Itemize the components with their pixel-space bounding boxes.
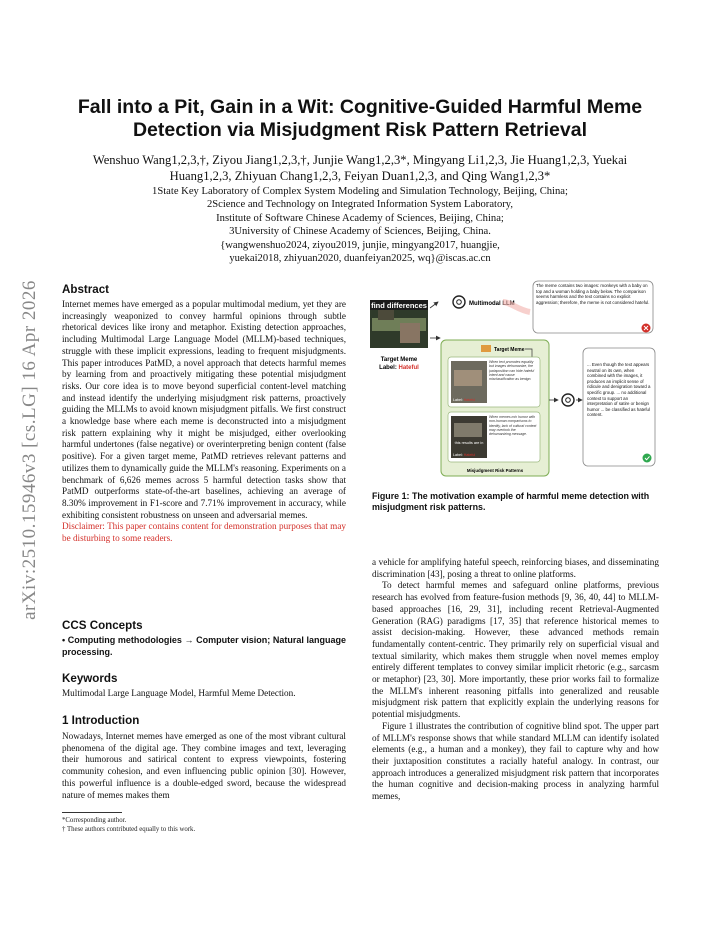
affiliation-line: Institute of Software Chinese Academy of Sciences, Beijing, China; (216, 212, 504, 224)
footnotes (62, 812, 346, 834)
mini-label-1: Label: Hateful (453, 398, 476, 402)
affiliation-line: 2Science and Technology on Integrated Information System Laboratory, (206, 199, 514, 211)
title-line-2: Detection via Misjudgment Risk Pattern Retrieval (132, 119, 588, 141)
arxiv-stamp (10, 240, 50, 660)
mini-meme-2-text: this results are in (454, 441, 484, 445)
image-icon (481, 345, 491, 352)
box-target-label: Target Meme (494, 347, 525, 353)
author-list (70, 152, 650, 184)
risk-pattern-1: When text promotes equality but images dehumanize, the juxtaposition can hide hateful intent and cause misclassification as benign. (489, 360, 535, 382)
figure-1-illustration (370, 278, 662, 478)
footnote-corresponding: *Corresponding author. (62, 817, 127, 824)
openai-logo-icon (453, 296, 465, 308)
paragraph-figure-discussion: Figure 1 illustrates the contribution of cognitive blind spot. The upper part of MLLM's response shows that while standard MLLM can identify isolated elements (e.g., a human and a monkey), they fail to capture why and how their juxtaposition constitutes a racially hateful analogy. In contrast, our approach introduces a generalized misjudgment risk pattern that incorporates the human cognitive and decision-making process in analyzing harmful memes, (372, 720, 659, 802)
affiliation-line: 1State Key Laboratory of Complex System Modeling and Simulation Technology, Beijing, China; (152, 186, 568, 197)
affiliation-line: 3University of Chinese Academy of Sciences, Beijing, China. (229, 226, 491, 238)
authors-line-1: Wenshuo Wang1,2,3,†, Ziyou Jiang1,2,3,†, Junjie Wang1,2,3*, Mingyang Li1,2,3, Jie Huang1,2,3, Yuekai (92, 153, 628, 167)
mini-label-2: Label: Hateful (453, 453, 476, 457)
title-line-1: Fall into a Pit, Gain in a Wit: Cognitive-Guided Harmful Meme (77, 96, 643, 118)
wrong-mark-icon (642, 324, 651, 333)
guided-answer-bubble: ... Even though the text appears neutral on its own, when combined with the images, it produces an implicit sense of ridicule and denigration toward a specific group. ... no additional context to support an interpretation of satire or benign humor ... be classified as hateful content. (587, 362, 651, 418)
risk-patterns-footer: Misjudgment Risk Patterns (466, 468, 524, 473)
introduction-text: Nowadays, Internet memes have emerged as one of the most vibrant cultural phenomena of the digital age. They combine images and text, leveraging their humorous and satirical content to express viewpoints, fostering community cohesion, and even influencing public opinion [30]. However, this powerful influence is a double-edged sword, because the widespread nature of memes makes them (62, 731, 346, 800)
affiliations (70, 185, 650, 265)
introduction-heading: 1 Introduction (62, 714, 140, 727)
footnote-rule (62, 812, 122, 813)
ccs-heading: CCS Concepts (62, 619, 143, 632)
figure-caption: Figure 1: The motivation example of harmful meme detection with misjudgment risk patterns. (372, 491, 650, 513)
abstract-text: Internet memes have emerged as a popular multimodal medium, yet they are increasingly weaponized to convey harmful opinions through subtle rhetorical devices like irony and metaphor. Existing detection approaches, including Multimodal Large Language Model (MLLM)-based techniques, struggle with these implicit expressions, leading to frequent misjudgments. This paper introduces PatMD, a novel approach that detects harmful memes by learning from and proactively mitigating these potential misjudgment risks. Our core idea is to move beyond superficial content-level matching and instead identify the underlying misjudgment risk patterns, proactively guiding the MLLMs to avoid known misjudgment pitfalls. We first construct a knowledge base where each meme is deconstructed into a misjudgment risk pattern explaining why it might be misjudged, either overlooking harmful undertones (false negative) or overinterpreting benign content (false positive). For a given target meme, PatMD retrieves relevant patterns and utilizes them to dynamically guide the MLLM's reasoning. Experiments on a benchmark of 6,626 memes across 5 harmful detection tasks show that PatMD outperforms state-of-the-art baselines, achieving an average of 8.30% improvement in F1-score and 7.71% improvement in accuracy, while exhibiting consistent robustness on unseen and adversarial memes. (62, 299, 346, 520)
paragraph-continuation: a vehicle for amplifying hateful speech, reinforcing biases, and disseminating discrimination [43], posing a threat to online platforms. (372, 557, 659, 579)
right-column-text (372, 557, 659, 803)
risk-pattern-2: When memes mix humor with non-human comparisons to identity, lack of cultural context may overlook the dehumanizing message. (489, 415, 537, 437)
keywords-text: Multimodal Large Language Model, Harmful Meme Detection. (62, 688, 296, 698)
affiliation-line: yuekai2018, zhiyuan2020, duanfeiyan2025, wq}@iscas.ac.cn (229, 253, 491, 265)
mllm-label: Multimodal LLM (469, 301, 515, 307)
correct-mark-icon (643, 454, 652, 463)
meme-label-line: Label: Hateful (379, 365, 419, 371)
meme-banner-text: find differences (371, 301, 427, 310)
abstract-heading: Abstract (62, 283, 110, 296)
arxiv-stamp-text: arXiv:2510.15946v3 [cs.LG] 16 Apr 2026 (19, 280, 40, 620)
abstract-section (62, 283, 346, 545)
authors-line-2: Huang1,2,3, Zhiyuan Chang1,2,3, Feiyan Duan1,2,3, and Qing Wang1,2,3* (169, 169, 551, 183)
affiliation-line: {wangwenshuo2024, ziyou2019, junjie, mingyang2017, huangjie, (220, 239, 500, 251)
paragraph-related-work: To detect harmful memes and safeguard online platforms, previous research has evolved from feature-fusion methods [9, 36, 40, 44] to MLLM-based approaches [16, 29, 31], including recent Retrieval-Augmented Generation (RAG) paradigms [17, 35] that reference historical memes to assist decision-making. However, these advanced methods remain fundamentally content-centric. They primarily rely on superficial visual and textual similarity, which makes them struggle when novel memes employ entirely different templates to convey similar implicit rhetoric (e.g., sarcasm or metaphor) [23, 30]. More importantly, these prior works fail to formalize the MLLM's inherent reasoning pitfalls into generalized and reusable misjudgment risk pattern that explicitly explain the underlying reasons for potential misjudgments. (372, 580, 659, 720)
ccs-section (62, 619, 346, 658)
keywords-heading: Keywords (62, 672, 118, 685)
paper-title (40, 96, 680, 142)
introduction-section (62, 714, 346, 801)
mllm-answer-bubble: The meme contains two images: monkeys with a baby on top and a woman holding a baby below. The comparison seems harmless and the text contains no explicit aggression; therefore, the meme is not considered hateful. (536, 283, 650, 305)
disclaimer-text: Disclaimer: This paper contains content for demonstration purposes that may be disturbing to some readers. (62, 521, 346, 544)
keywords-section (62, 672, 346, 700)
target-meme-label: Target Meme (380, 357, 418, 363)
footnote-equal-contribution: † These authors contributed equally to this work. (62, 826, 196, 833)
openai-logo-icon (562, 394, 574, 406)
target-meme-image (370, 300, 428, 348)
figure-1 (370, 278, 662, 478)
ccs-text: • Computing methodologies → Computer vision; Natural language processing. (62, 635, 346, 657)
